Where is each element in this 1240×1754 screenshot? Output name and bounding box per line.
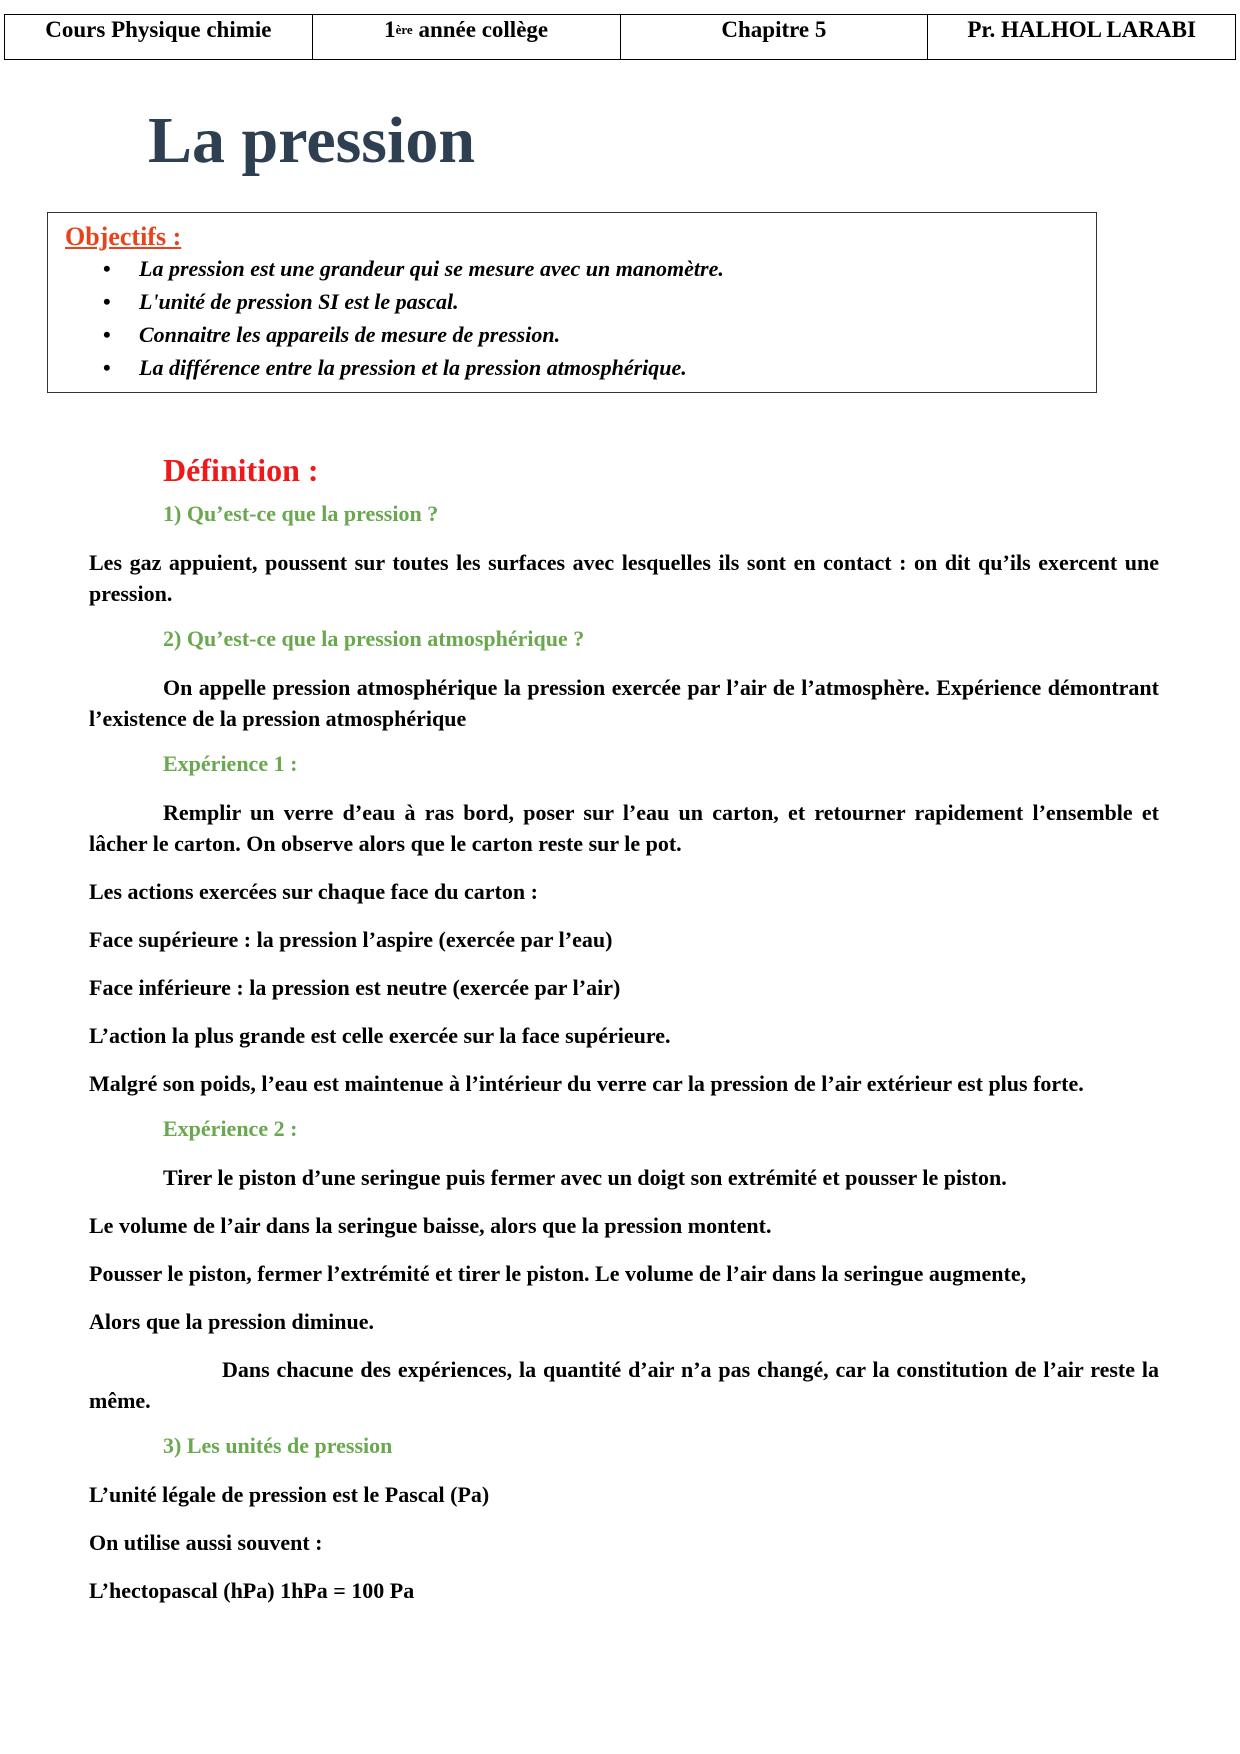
experiment-1-lower-face: Face inférieure : la pression est neutre (exercée par l’air): [89, 975, 621, 1001]
experiment-1-conclusion: Malgré son poids, l’eau est maintenue à l’intérieur du verre car la pression de l’air extérieur est plus forte.: [89, 1071, 1084, 1097]
header-level-num: 1: [384, 17, 396, 42]
paragraph-also-used: On utilise aussi souvent :: [89, 1530, 323, 1556]
objective-item: • Connaitre les appareils de mesure de pression.: [65, 318, 1096, 351]
header-course: Cours Physique chimie: [5, 15, 313, 59]
objective-item: • La pression est une grandeur qui se mesure avec un manomètre.: [65, 252, 1096, 285]
experiment-2-conclusion: Dans chacune des expériences, la quantité d’air n’a pas changé, car la constitution de l’air reste la même.: [89, 1357, 1159, 1414]
objectives-title: Objectifs :: [65, 222, 182, 251]
experiment-2-push-pull: Pousser le piston, fermer l’extrémité et tirer le piston. Le volume de l’air dans la seringue augmente,: [89, 1261, 1027, 1287]
header-author: Pr. HALHOL LARABI: [967, 17, 1196, 42]
objectives-box: [47, 212, 1097, 393]
page-title: La pression: [148, 104, 476, 177]
experiment-1-description: Remplir un verre d’eau à ras bord, poser sur l’eau un carton, et retourner rapidement l’ensemble et lâcher le carton. On observe alors que le carton reste sur le pot.: [89, 800, 1159, 857]
experiment-2-heading: Expérience 2 :: [163, 1116, 298, 1142]
definition-heading: Définition :: [163, 452, 319, 488]
paragraph-legal-unit: L’unité légale de pression est le Pascal (Pa): [89, 1482, 490, 1508]
experiment-2-pressure-decrease: Alors que la pression diminue.: [89, 1309, 375, 1335]
experiment-2-volume-decrease: Le volume de l’air dans la seringue baisse, alors que la pression montent.: [89, 1213, 772, 1239]
paragraph-atmospheric-pressure: On appelle pression atmosphérique la pression exercée par l’air de l’atmosphère. Expérience démontrant l’existence de la pression atmosphérique: [89, 675, 1159, 732]
header-level: 1 ère année collège: [313, 15, 621, 59]
objective-item: • L'unité de pression SI est le pascal.: [65, 285, 1096, 318]
paragraph-hectopascal: L’hectopascal (hPa) 1hPa = 100 Pa: [89, 1578, 415, 1604]
objective-item: • La différence entre la pression et la pression atmosphérique.: [65, 351, 1096, 384]
question-1-heading: 1) Qu’est-ce que la pression ?: [163, 501, 439, 527]
experiment-1-actions: Les actions exercées sur chaque face du carton :: [89, 879, 538, 905]
experiment-1-upper-face: Face supérieure : la pression l’aspire (exercée par l’eau): [89, 927, 613, 953]
document-header: [4, 14, 1236, 60]
header-level-text: année collège: [412, 17, 549, 42]
question-2-heading: 2) Qu’est-ce que la pression atmosphérique ?: [163, 626, 585, 652]
question-3-heading: 3) Les unités de pression: [163, 1433, 393, 1459]
objectives-list: [65, 252, 1096, 384]
experiment-1-heading: Expérience 1 :: [163, 751, 298, 777]
header-chapter: Chapitre 5: [621, 15, 929, 59]
experiment-1-largest-action: L’action la plus grande est celle exercée sur la face supérieure.: [89, 1023, 671, 1049]
paragraph-gas-pressure: Les gaz appuient, poussent sur toutes les surfaces avec lesquelles ils sont en contact : on dit qu’ils exercent une pression.: [89, 550, 1159, 607]
experiment-2-description: Tirer le piston d’une seringue puis fermer avec un doigt son extrémité et pousser le piston.: [163, 1165, 1007, 1191]
main-content: [89, 451, 1159, 1623]
